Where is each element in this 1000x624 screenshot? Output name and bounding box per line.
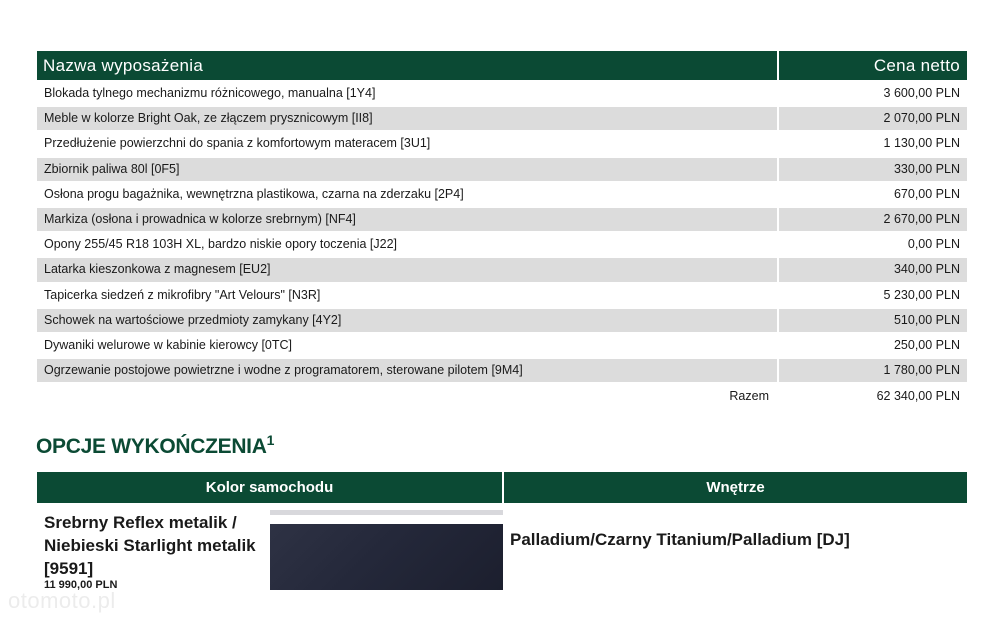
table-row [37,284,967,307]
total-value: 62 340,00 PLN [876,389,960,404]
finish-section-title [36,432,274,459]
table-row [37,158,967,181]
table-row [37,208,967,231]
equipment-price-header: Cena netto [779,51,967,80]
equipment-price-cell: 330,00 PLN [779,158,967,181]
equipment-name-cell: Schowek na wartościowe przedmioty zamykany [4Y2] [37,309,777,332]
equipment-price-cell: 670,00 PLN [893,186,960,201]
equipment-price-cell: 340,00 PLN [779,258,967,281]
finish-title-footnote: 1 [266,432,275,448]
table-row [37,132,967,155]
finish-title-text: OPCJE WYKOŃCZENIA [36,435,267,458]
table-row [37,183,967,206]
equipment-price-cell: 2 670,00 PLN [779,208,967,231]
table-row [37,359,967,382]
equipment-name-cell: Przedłużenie powierzchni do spania z komfortowym materacem [3U1] [44,136,431,151]
equipment-name-cell: Latarka kieszonkowa z magnesem [EU2] [37,258,777,281]
equipment-price-cell: 5 230,00 PLN [883,287,960,302]
color-name: Srebrny Reflex metalik / Niebieski Starlight metalik [9591] [44,513,256,578]
watermark: otomoto.pl [8,588,116,613]
equipment-table [37,51,967,408]
equipment-name-cell: Osłona progu bagażnika, wewnętrzna plastikowa, czarna na zderzaku [2P4] [44,186,464,201]
equipment-price-cell: 1 780,00 PLN [779,359,967,382]
color-header: Kolor samochodu [37,472,502,503]
equipment-price-cell: 250,00 PLN [893,337,960,352]
equipment-name-cell: Zbiornik paliwa 80l [0F5] [37,158,777,181]
table-row [37,233,967,256]
equipment-header-row [37,51,967,80]
interior-header: Wnętrze [504,472,967,503]
equipment-name-cell: Meble w kolorze Bright Oak, ze złączem prysznicowym [II8] [37,107,777,130]
equipment-price-cell: 0,00 PLN [907,237,960,252]
table-row [37,82,967,105]
table-row [37,258,967,281]
equipment-name-cell: Markiza (osłona i prowadnica w kolorze srebrnym) [NF4] [37,208,777,231]
equipment-name-cell: Opony 255/45 R18 103H XL, bardzo niskie opory toczenia [J22] [44,237,397,252]
equipment-name-cell: Dywaniki welurowe w kabinie kierowcy [0TC] [44,337,292,352]
equipment-price-cell: 1 130,00 PLN [883,136,960,151]
equipment-rows [37,82,967,382]
equipment-price-cell: 2 070,00 PLN [779,107,967,130]
equipment-price-cell: 510,00 PLN [779,309,967,332]
interior-name: Palladium/Czarny Titanium/Palladium [DJ] [510,530,850,549]
total-label: Razem [729,389,769,404]
table-row [37,107,967,130]
table-row [37,309,967,332]
swatch-silver-strip [270,510,503,515]
color-price: 11 990,00 PLN [44,579,118,591]
equipment-price-cell: 3 600,00 PLN [883,86,960,100]
equipment-name-cell: Ogrzewanie postojowe powietrzne i wodne z programatorem, sterowane pilotem [9M4] [37,359,777,382]
equipment-name-cell: Tapicerka siedzeń z mikrofibry "Art Velours" [N3R] [44,287,321,302]
total-row [37,384,967,408]
finish-header-row [37,472,967,503]
equipment-name-cell: Blokada tylnego mechanizmu różnicowego, manualna [1Y4] [44,86,376,100]
table-row [37,334,967,357]
equipment-name-header: Nazwa wyposażenia [37,51,777,80]
color-swatch [270,524,503,590]
